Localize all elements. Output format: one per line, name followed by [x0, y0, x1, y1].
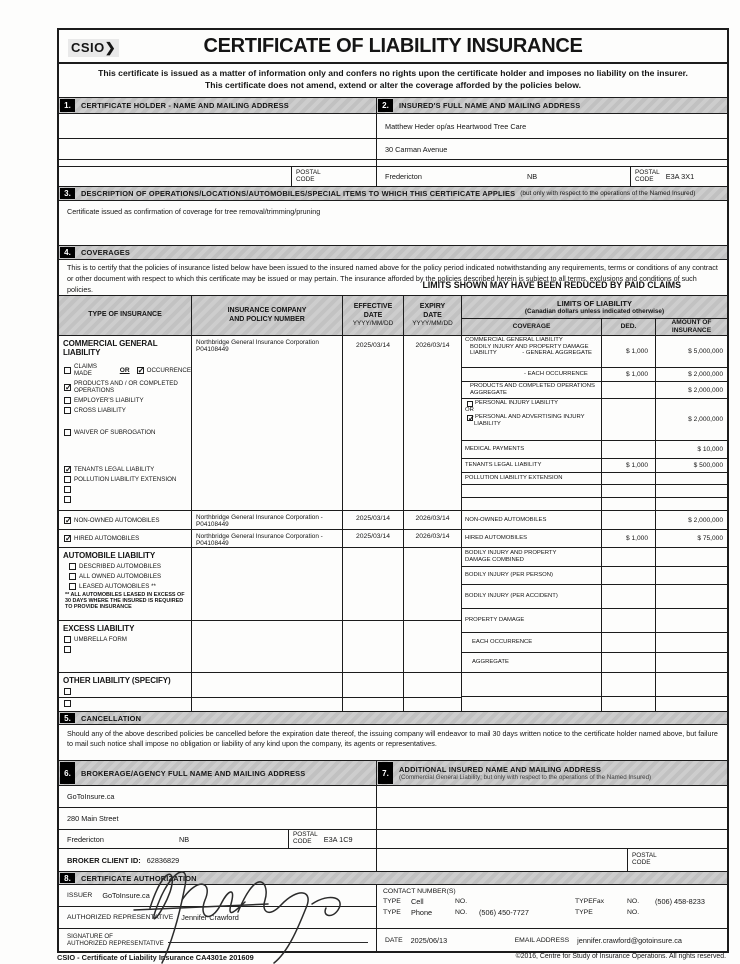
cgl-bipd-row: COMMERCIAL GENERAL LIABILITY BODILY INJURY AND PROPERTY DAMAGE LIABILITY - GENERAL AGGREGATE: [462, 336, 601, 368]
section3-number: 3.: [60, 188, 75, 199]
brokerage-city-row: [59, 830, 376, 849]
holder-city-row: [59, 167, 376, 187]
section7-number: 7.: [378, 762, 393, 784]
excess-title: EXCESS LIABILITY: [63, 624, 135, 633]
type-column: [59, 336, 192, 711]
email-label: EMAIL ADDRESS: [514, 936, 570, 944]
disclaimer-line1: This certificate is issued as a matter of information only and confers no rights upon the certificate holder and imposes no liability on the insurer.: [98, 68, 688, 78]
issuer-row: [59, 885, 376, 907]
title-bar: [59, 30, 727, 64]
issuer-label: ISSUER: [67, 892, 93, 899]
section2-number: 2.: [378, 99, 393, 112]
cgl-type-block: [59, 336, 191, 511]
insured-city-row: [377, 167, 727, 187]
postal-code-label: POSTAL CODE: [635, 168, 660, 183]
automobile-title: AUTOMOBILE LIABILITY: [63, 551, 156, 560]
col-insurance-company: INSURANCE COMPANY AND POLICY NUMBER: [192, 296, 343, 335]
products-completed-checkbox: ✓: [65, 382, 72, 392]
insured-province: NB: [527, 172, 538, 181]
amt-medical-payments: $ 10,000: [656, 441, 727, 459]
brokerage-block: [59, 761, 377, 871]
section3-header: [59, 187, 727, 201]
amt-personal-injury: $ 2,000,000: [656, 399, 727, 441]
contact-title: CONTACT NUMBER(S): [383, 888, 456, 895]
csio-logo: CSIO❯: [68, 39, 119, 57]
holder-empty-field: [59, 160, 376, 167]
col-deductible: DED.: [602, 319, 656, 335]
section2-header: [377, 98, 727, 114]
additional-postal-cell: [627, 849, 727, 871]
ded-each-occurrence: $ 1,000: [602, 368, 655, 382]
section6-title: BROKERAGE/AGENCY FULL NAME AND MAILING ADDRESS: [81, 768, 306, 778]
postal-code-label: POSTAL CODE: [296, 168, 321, 183]
checkbox-item: LEASED AUTOMOBILES **: [59, 583, 191, 590]
authorized-rep-value: Jennifer Crawford: [181, 913, 239, 922]
hired-type-row: ✓ HIRED AUTOMOBILES: [59, 530, 191, 548]
limits-subtitle: (Canadian dollars unless indicated otherwise): [524, 307, 665, 315]
amt-tenants-legal: $ 500,000: [656, 459, 727, 473]
contact-no-2: (506) 450-7727: [479, 908, 529, 917]
broker-client-id-label: BROKER CLIENT ID:: [67, 855, 141, 865]
amt-non-owned: $ 2,000,000: [656, 511, 727, 530]
checkbox-item: ✓ PRODUCTS AND / OR COMPLETED OPERATIONS: [65, 380, 178, 394]
authorization-left: [59, 885, 377, 951]
disclaimer: [59, 64, 727, 98]
page-title: CERTIFICATE OF LIABILITY INSURANCE: [203, 35, 583, 57]
section5-title: CANCELLATION: [81, 713, 142, 723]
excess-type-block: [59, 621, 191, 673]
limits-coverage-column: [462, 336, 602, 711]
personal-advertising-checkbox: ✓: [468, 413, 475, 423]
brokerage-additional-section: [59, 761, 727, 871]
insured-block: [377, 98, 727, 187]
claims-made-checkbox: [64, 367, 71, 374]
brokerage-city: Fredericton: [67, 834, 104, 844]
non-owned-type-row: ✓ NON-OWNED AUTOMOBILES: [59, 511, 191, 530]
claims-made-occurrence-row: CLAIMS MADE OR ✓ OCCURRENCE: [59, 363, 191, 377]
described-automobiles-checkbox: [69, 563, 76, 570]
cgl-company: Northbridge General Insurance Corporation P04108449: [192, 336, 342, 511]
section7-title: ADDITIONAL INSURED NAME AND MAILING ADDRESS: [399, 764, 602, 774]
additional-city-field: [377, 830, 727, 849]
non-owned-checkbox: ✓: [65, 515, 72, 525]
cgl-title: COMMERCIAL GENERAL LIABILITY: [63, 339, 158, 357]
section8-header: [59, 871, 727, 885]
col-expiry-date: EXPIRY DATE YYYY/MM/DD: [404, 296, 462, 335]
holder-postal-cell: [291, 167, 376, 186]
all-owned-automobiles-checkbox: [69, 573, 76, 580]
checkbox-item: [59, 486, 191, 493]
postal-code-label: POSTAL CODE: [632, 852, 657, 866]
other-type-block: [59, 673, 191, 711]
blank-checkbox: [64, 496, 71, 503]
authorization-right: [377, 885, 727, 951]
brokerage-province: NB: [179, 834, 190, 844]
contact-type-2: Phone: [411, 908, 433, 917]
checkbox-item: CROSS LIABILITY: [59, 407, 191, 414]
cgl-effective: 2025/03/14: [343, 336, 403, 511]
checkbox-item: [59, 496, 191, 503]
section4-title: COVERAGES: [81, 248, 131, 257]
contact-type-1: Cell: [411, 897, 424, 906]
copyright-footer: ©2016, Centre for Study of Insurance Operations. All rights reserved.: [515, 953, 726, 960]
checkbox-item: DESCRIBED AUTOMOBILES: [59, 563, 191, 570]
company-column: [192, 336, 343, 711]
section4-number: 4.: [60, 247, 75, 258]
property-damage-row: PROPERTY DAMAGE: [462, 609, 601, 633]
other-liability-title: OTHER LIABILITY (SPECIFY): [63, 676, 171, 685]
personal-injury-row: PERSONAL INJURY LIABILITY OR ✓ PERSONAL AND ADVERTISING INJURY LIABILITY: [462, 399, 601, 441]
non-owned-effective: 2025/03/14: [343, 511, 403, 530]
occurrence-checkbox: ✓: [137, 365, 145, 375]
brokerage-name: GoToInsure.ca: [59, 786, 376, 808]
leased-automobiles-checkbox: [69, 583, 76, 590]
additional-name-field: [377, 786, 727, 808]
section6-number: 6.: [60, 762, 75, 784]
blank-checkbox: [64, 700, 71, 707]
brokerage-postal: E3A 1C9: [323, 834, 353, 844]
signature-row: [59, 929, 376, 951]
section7-header: [377, 761, 727, 786]
checkbox-item: [59, 700, 191, 707]
brokerage-address: 280 Main Street: [59, 808, 376, 830]
hired-effective: 2025/03/14: [343, 530, 403, 548]
holder-insured-section: [59, 98, 727, 187]
bipd-combined-row: BODILY INJURY AND PROPERTY DAMAGE COMBINED: [462, 548, 601, 567]
disclaimer-line2: This certificate does not amend, extend or alter the coverage afforded by the policies below.: [205, 80, 581, 91]
hired-coverage: HIRED AUTOMOBILES: [462, 530, 601, 548]
contact-numbers-box: [377, 885, 727, 929]
postal-code-label: POSTAL CODE: [293, 831, 318, 845]
each-occurrence-excess-row: EACH OCCURRENCE: [462, 633, 601, 653]
amt-each-occurrence: $ 2,000,000: [656, 368, 727, 382]
col-effective-date: EFFECTIVE DATE YYYY/MM/DD: [343, 296, 404, 335]
broker-client-id-row: [59, 849, 376, 871]
section8-number: 8.: [60, 873, 75, 883]
automobile-type-block: [59, 548, 191, 621]
checkbox-item: [59, 646, 191, 653]
pollution-extension-checkbox: [64, 476, 71, 483]
signature-label: SIGNATURE OF AUTHORIZED REPRESENTATIVE: [67, 932, 164, 947]
checkbox-item: EMPLOYER'S LIABILITY: [59, 397, 191, 404]
date-email-row: [377, 929, 727, 951]
hired-company: Northbridge General Insurance Corporation - P04108449: [192, 530, 342, 548]
umbrella-form-checkbox: [64, 636, 71, 643]
ded-tenants-legal: $ 1,000: [602, 459, 655, 473]
holder-city-field: [59, 167, 291, 186]
non-owned-expiry: 2026/03/14: [404, 511, 461, 530]
brokerage-postal-cell: [288, 830, 376, 848]
ded-general-aggregate: $ 1,000: [602, 336, 655, 368]
waiver-subrogation-checkbox: [64, 429, 71, 436]
date-value: 2025/06/13: [410, 935, 448, 945]
signature-line: [168, 933, 368, 943]
hired-checkbox: ✓: [65, 534, 72, 543]
tenants-legal-row: TENANTS LEGAL LIABILITY: [462, 459, 601, 473]
section1-header: [59, 98, 376, 114]
checkbox-item: ALL OWNED AUTOMOBILES: [59, 573, 191, 580]
email-value: jennifer.crawford@gotoinsure.ca: [577, 935, 682, 945]
expiry-column: [404, 336, 462, 711]
blank-checkbox: [64, 688, 71, 695]
amt-general-aggregate: $ 5,000,000: [656, 336, 727, 368]
each-occurrence-row: - EACH OCCURRENCE: [462, 368, 601, 382]
ded-hired: $ 1,000: [602, 530, 655, 548]
section1-number: 1.: [60, 99, 75, 112]
coverage-table-header: [59, 296, 727, 336]
deductible-column: [602, 336, 656, 711]
section2-title: INSURED'S FULL NAME AND MAILING ADDRESS: [399, 101, 581, 110]
contact-row-2: TYPE Phone NO. (506) 450-7727 TYPE NO.: [383, 908, 640, 917]
contact-row-1: TYPE Cell NO. TYPEFax NO. (506) 458-8233: [383, 897, 705, 906]
insured-postal: E3A 3X1: [665, 172, 695, 181]
col-type-of-insurance: TYPE OF INSURANCE: [59, 296, 192, 335]
general-aggregate-label: - GENERAL AGGREGATE: [522, 350, 592, 357]
operations-description: Certificate issued as confirmation of coverage for tree removal/trimming/pruning: [59, 201, 727, 246]
cross-liability-checkbox: [64, 407, 71, 414]
products-aggregate-row: PRODUCTS AND COMPLETED OPERATIONS AGGREGATE: [462, 382, 601, 399]
section5-number: 5.: [60, 713, 75, 723]
date-label: DATE: [385, 936, 403, 944]
medical-payments-row: MEDICAL PAYMENTS: [462, 441, 601, 459]
bi-per-accident-row: BODILY INJURY (PER ACCIDENT): [462, 585, 601, 609]
non-owned-coverage: NON-OWNED AUTOMOBILES: [462, 511, 601, 530]
certify-paragraph: This is to certify that the policies of insurance listed below have been issued to the insured named above for the policy period indicated notwithstanding any requirements, terms or conditions of any contract or other document with respect to which this certificate may be issued or may pertain. The insurance afforded by the policies described herein is subject to all terms, exclusions and conditions of such policies. LIMITS SHOWN MAY HAVE BEEN REDUCED BY PAID CLAIMS: [59, 260, 727, 296]
additional-insured-block: [377, 761, 727, 871]
issuer-value: GoToInsure.ca: [102, 891, 150, 900]
broker-client-id-value: 62836829: [146, 855, 180, 865]
col-coverage: COVERAGE: [462, 319, 602, 335]
section1-title: CERTIFICATE HOLDER - NAME AND MAILING ADDRESS: [81, 101, 289, 110]
contact-fax-no: (506) 458-8233: [655, 897, 705, 906]
section4-header: [59, 246, 727, 260]
non-owned-company: Northbridge General Insurance Corporation - P04108449: [192, 511, 342, 530]
employers-liability-checkbox: [64, 397, 71, 404]
checkbox-item: POLLUTION LIABILITY EXTENSION: [59, 476, 191, 483]
tenants-legal-checkbox: ✓: [65, 465, 72, 474]
authorized-rep-row: [59, 907, 376, 929]
checkbox-item: WAIVER OF SUBROGATION: [59, 429, 191, 436]
pollution-extension-row: POLLUTION LIABILITY EXTENSION: [462, 473, 601, 485]
authorization-body: [59, 885, 727, 951]
limits-reduced-note: LIMITS SHOWN MAY HAVE BEEN REDUCED BY PAID CLAIMS: [422, 279, 681, 290]
insured-city: Fredericton: [385, 172, 422, 181]
section3-title: DESCRIPTION OF OPERATIONS/LOCATIONS/AUTOMOBILES/SPECIAL ITEMS TO WHICH THIS CERTIFICATE APPLIES: [81, 189, 516, 198]
insured-empty-field: [377, 160, 727, 167]
checkbox-item: ✓ TENANTS LEGAL LIABILITY: [65, 465, 155, 474]
cancellation-text: Should any of the above described policies be cancelled before the expiration date thereof, the issuing company will endeavor to mail 30 days written notice to the certificate holder named above, but failure to mail such notice shall impose no obligation or liability of any kind upon the company, its agents or representatives.: [59, 725, 727, 761]
amt-products-aggregate: $ 2,000,000: [656, 382, 727, 399]
authorized-rep-label: AUTHORIZED REPRESENTATIVE: [67, 914, 174, 921]
holder-address-field: [59, 139, 376, 160]
holder-name-field: [59, 114, 376, 139]
certificate-form: [57, 28, 729, 953]
section3-note: (but only with respect to the operations of the Named Insured): [520, 190, 696, 197]
certificate-holder-block: [59, 98, 377, 187]
limits-title: LIMITS OF LIABILITY: [557, 298, 632, 308]
blank-checkbox: [64, 486, 71, 493]
coverage-table-body: [59, 336, 727, 711]
or-label: OR: [119, 366, 130, 374]
section8-title: CERTIFICATE AUTHORIZATION: [81, 873, 197, 883]
col-amount: AMOUNT OF INSURANCE: [671, 318, 712, 334]
blank-checkbox: [64, 646, 71, 653]
checkbox-item: UMBRELLA FORM: [59, 636, 191, 643]
col-limits-of-liability: [462, 296, 727, 335]
leased-note: ** ALL AUTOMOBILES LEASED IN EXCESS OF 30 DAYS WHERE THE INSURED IS REQUIRED TO PROVIDE INSURANCE: [65, 592, 185, 611]
aggregate-excess-row: AGGREGATE: [462, 653, 601, 673]
amt-hired: $ 75,000: [656, 530, 727, 548]
section6-header: [59, 761, 376, 786]
section5-header: [59, 711, 727, 725]
insured-address: 30 Carman Avenue: [377, 139, 727, 160]
bi-per-person-row: BODILY INJURY (PER PERSON): [462, 567, 601, 585]
form-id-footer: CSIO - Certificate of Liability Insurance CA4301e 201609: [57, 953, 254, 962]
checkbox-item: [59, 688, 191, 695]
hired-expiry: 2026/03/14: [404, 530, 461, 548]
effective-column: [343, 336, 404, 711]
ded-non-owned: [602, 511, 655, 530]
amount-column: [656, 336, 727, 711]
cgl-expiry: 2026/03/14: [404, 336, 461, 511]
insured-name: Matthew Heder op/as Heartwood Tree Care: [377, 114, 727, 139]
additional-postal-row: [377, 849, 727, 871]
additional-address-field: [377, 808, 727, 830]
section7-subtitle: (Commercial General Liability; but only with respect to the operations of the Named Insured): [399, 773, 652, 781]
insured-postal-cell: [630, 167, 727, 186]
